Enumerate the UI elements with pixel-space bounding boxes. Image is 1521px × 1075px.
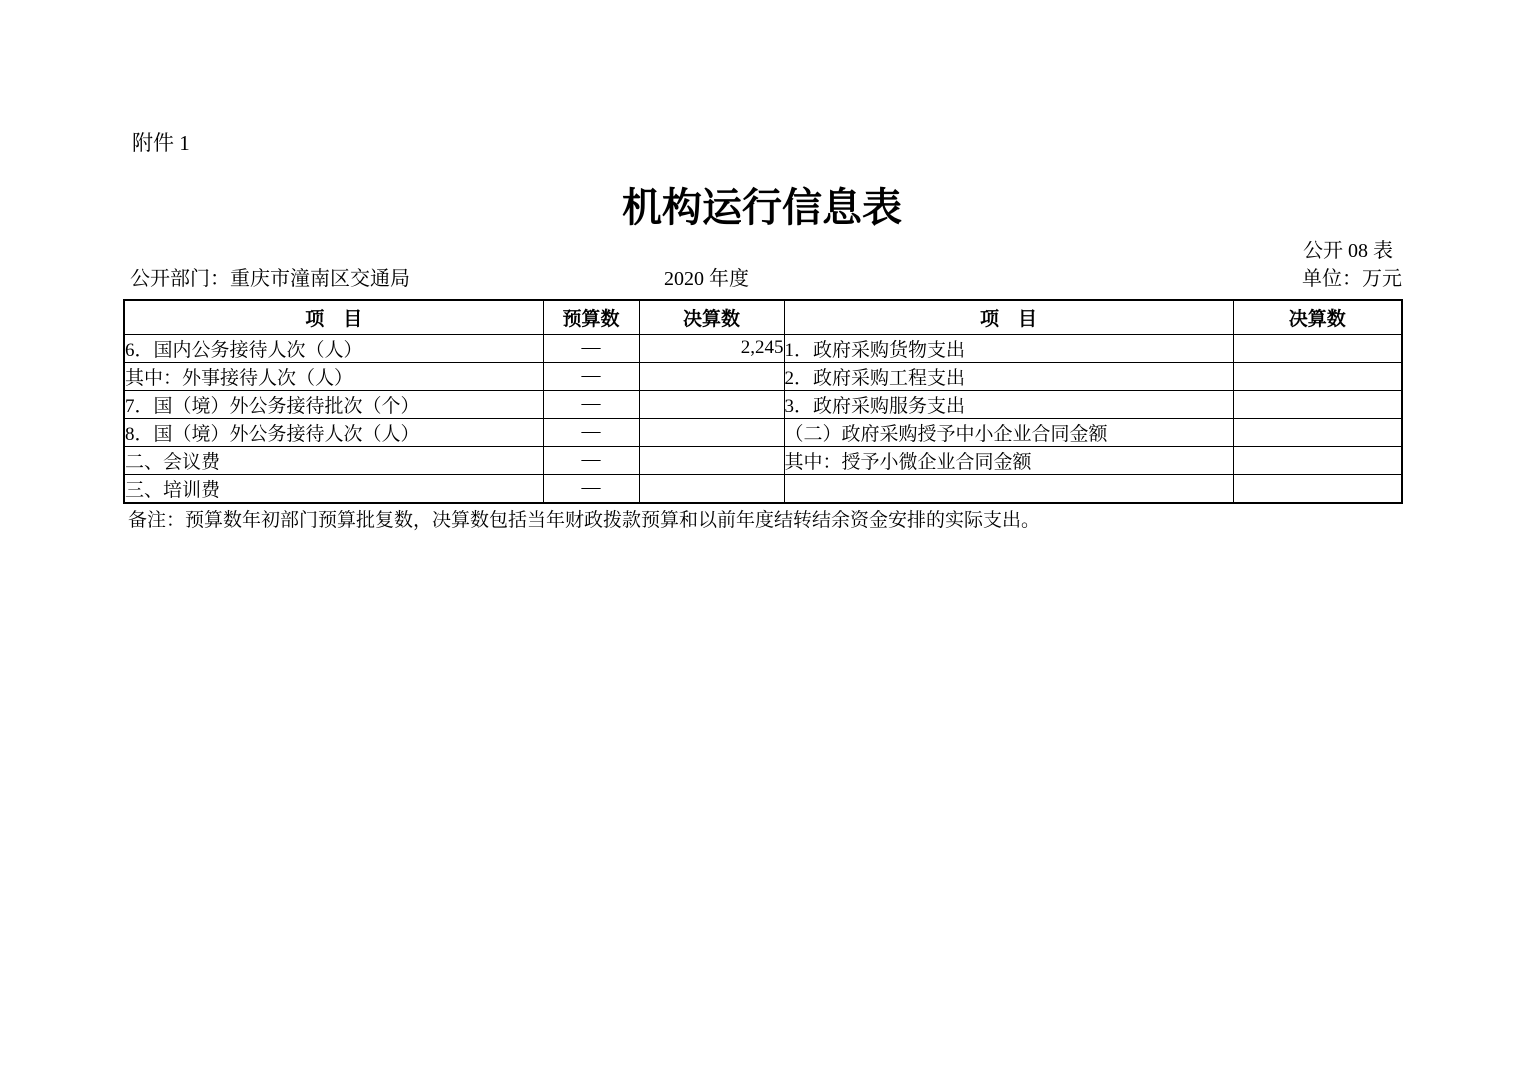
item-cell-right: 其中：授予小微企业合同金额: [784, 446, 1233, 474]
final-value-right: [1233, 362, 1402, 390]
item-cell-right: 2．政府采购工程支出: [784, 362, 1233, 390]
column-header-budget: 预算数: [543, 300, 639, 334]
department-label: 公开部门：重庆市潼南区交通局: [130, 268, 410, 290]
budget-value: —: [543, 334, 639, 362]
fiscal-year-label: 2020 年度: [664, 268, 749, 290]
item-cell-left: 7．国（境）外公务接待批次（个）: [124, 390, 543, 418]
item-cell-right: 1．政府采购货物支出: [784, 334, 1233, 362]
budget-value: —: [543, 362, 639, 390]
final-value-right: [1233, 334, 1402, 362]
final-value-right: [1233, 474, 1402, 503]
table-row: [124, 334, 1402, 362]
table-row: [124, 446, 1402, 474]
column-header-item-right: 项 目: [784, 300, 1233, 334]
item-cell-right: [784, 474, 1233, 503]
budget-table: [123, 299, 1403, 504]
unit-label: 单位：万元: [1302, 268, 1402, 290]
attachment-label: 附件 1: [132, 131, 190, 155]
table-code-label: 公开 08 表: [1303, 240, 1393, 262]
final-value-left: [639, 418, 784, 446]
table-row: [124, 418, 1402, 446]
column-header-item-left: 项 目: [124, 300, 543, 334]
item-cell-left: 6．国内公务接待人次（人）: [124, 334, 543, 362]
final-value-right: [1233, 390, 1402, 418]
item-cell-left: 二、会议费: [124, 446, 543, 474]
final-value-left: [639, 390, 784, 418]
budget-value: —: [543, 446, 639, 474]
table-row: [124, 362, 1402, 390]
item-cell-right: 3．政府采购服务支出: [784, 390, 1233, 418]
final-value-right: [1233, 418, 1402, 446]
table-header-row: [124, 300, 1402, 334]
budget-value: —: [543, 390, 639, 418]
footnote: 备注：预算数年初部门预算批复数，决算数包括当年财政拨款预算和以前年度结转结余资金安排的实际支出。: [128, 510, 1041, 531]
page-title: 机构运行信息表: [622, 186, 902, 230]
item-cell-left: 三、培训费: [124, 474, 543, 503]
column-header-final-right: 决算数: [1233, 300, 1402, 334]
final-value-left: [639, 474, 784, 503]
budget-value: —: [543, 474, 639, 503]
column-header-final-left: 决算数: [639, 300, 784, 334]
final-value-left: [639, 362, 784, 390]
final-value-left: [639, 446, 784, 474]
final-value-right: [1233, 446, 1402, 474]
table-row: [124, 390, 1402, 418]
item-cell-left: 其中：外事接待人次（人）: [124, 362, 543, 390]
table-row: [124, 474, 1402, 503]
item-cell-left: 8．国（境）外公务接待人次（人）: [124, 418, 543, 446]
budget-value: —: [543, 418, 639, 446]
final-value-left: 2,245: [639, 334, 784, 362]
item-cell-right: （二）政府采购授予中小企业合同金额: [784, 418, 1233, 446]
